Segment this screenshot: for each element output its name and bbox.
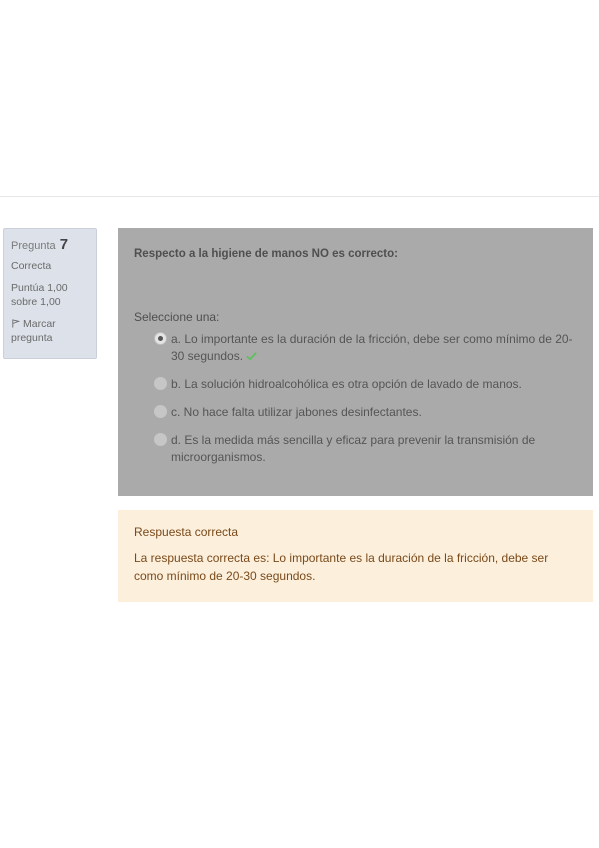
check-icon bbox=[246, 351, 257, 361]
question-info-panel bbox=[3, 228, 97, 359]
question-state: Correcta bbox=[11, 259, 52, 272]
flag-icon bbox=[11, 319, 20, 328]
question-number: Pregunta 7 bbox=[11, 236, 69, 253]
answer-option-c[interactable] bbox=[134, 404, 577, 421]
radio-b[interactable] bbox=[154, 377, 167, 390]
answer-list bbox=[134, 331, 577, 466]
question-formulation bbox=[118, 228, 593, 496]
answer-option-b[interactable] bbox=[134, 376, 577, 393]
radio-c[interactable] bbox=[154, 405, 167, 418]
answer-label-b: b. La solución hidroalcohólica es otra opción de lavado de manos. bbox=[171, 377, 522, 391]
answer-option-d[interactable] bbox=[134, 432, 577, 466]
question-text: Respecto a la higiene de manos NO es correcto: bbox=[134, 248, 398, 260]
radio-a[interactable] bbox=[154, 332, 167, 345]
flag-question-link[interactable]: Marcar pregunta bbox=[11, 318, 56, 345]
question-grade: Puntúa 1,00 sobre 1,00 bbox=[11, 282, 68, 308]
select-prompt: Seleccione una: bbox=[134, 310, 220, 324]
right-answer-text: La respuesta correcta es: Lo importante es la duración de la fricción, debe ser como mínimo de 20-30 segundos. bbox=[134, 551, 549, 583]
feedback-title: Respuesta correcta bbox=[134, 525, 239, 539]
answer-label-d: d. Es la medida más sencilla y eficaz para prevenir la transmisión de microorganismos. bbox=[171, 433, 536, 464]
answer-option-a[interactable] bbox=[134, 331, 577, 365]
radio-d[interactable] bbox=[154, 433, 167, 446]
answer-label-a: a. Lo importante es la duración de la fricción, debe ser como mínimo de 20-30 segundos. bbox=[171, 332, 573, 363]
feedback-panel bbox=[118, 510, 593, 602]
top-divider bbox=[0, 196, 599, 197]
answer-label-c: c. No hace falta utilizar jabones desinfectantes. bbox=[171, 405, 422, 419]
